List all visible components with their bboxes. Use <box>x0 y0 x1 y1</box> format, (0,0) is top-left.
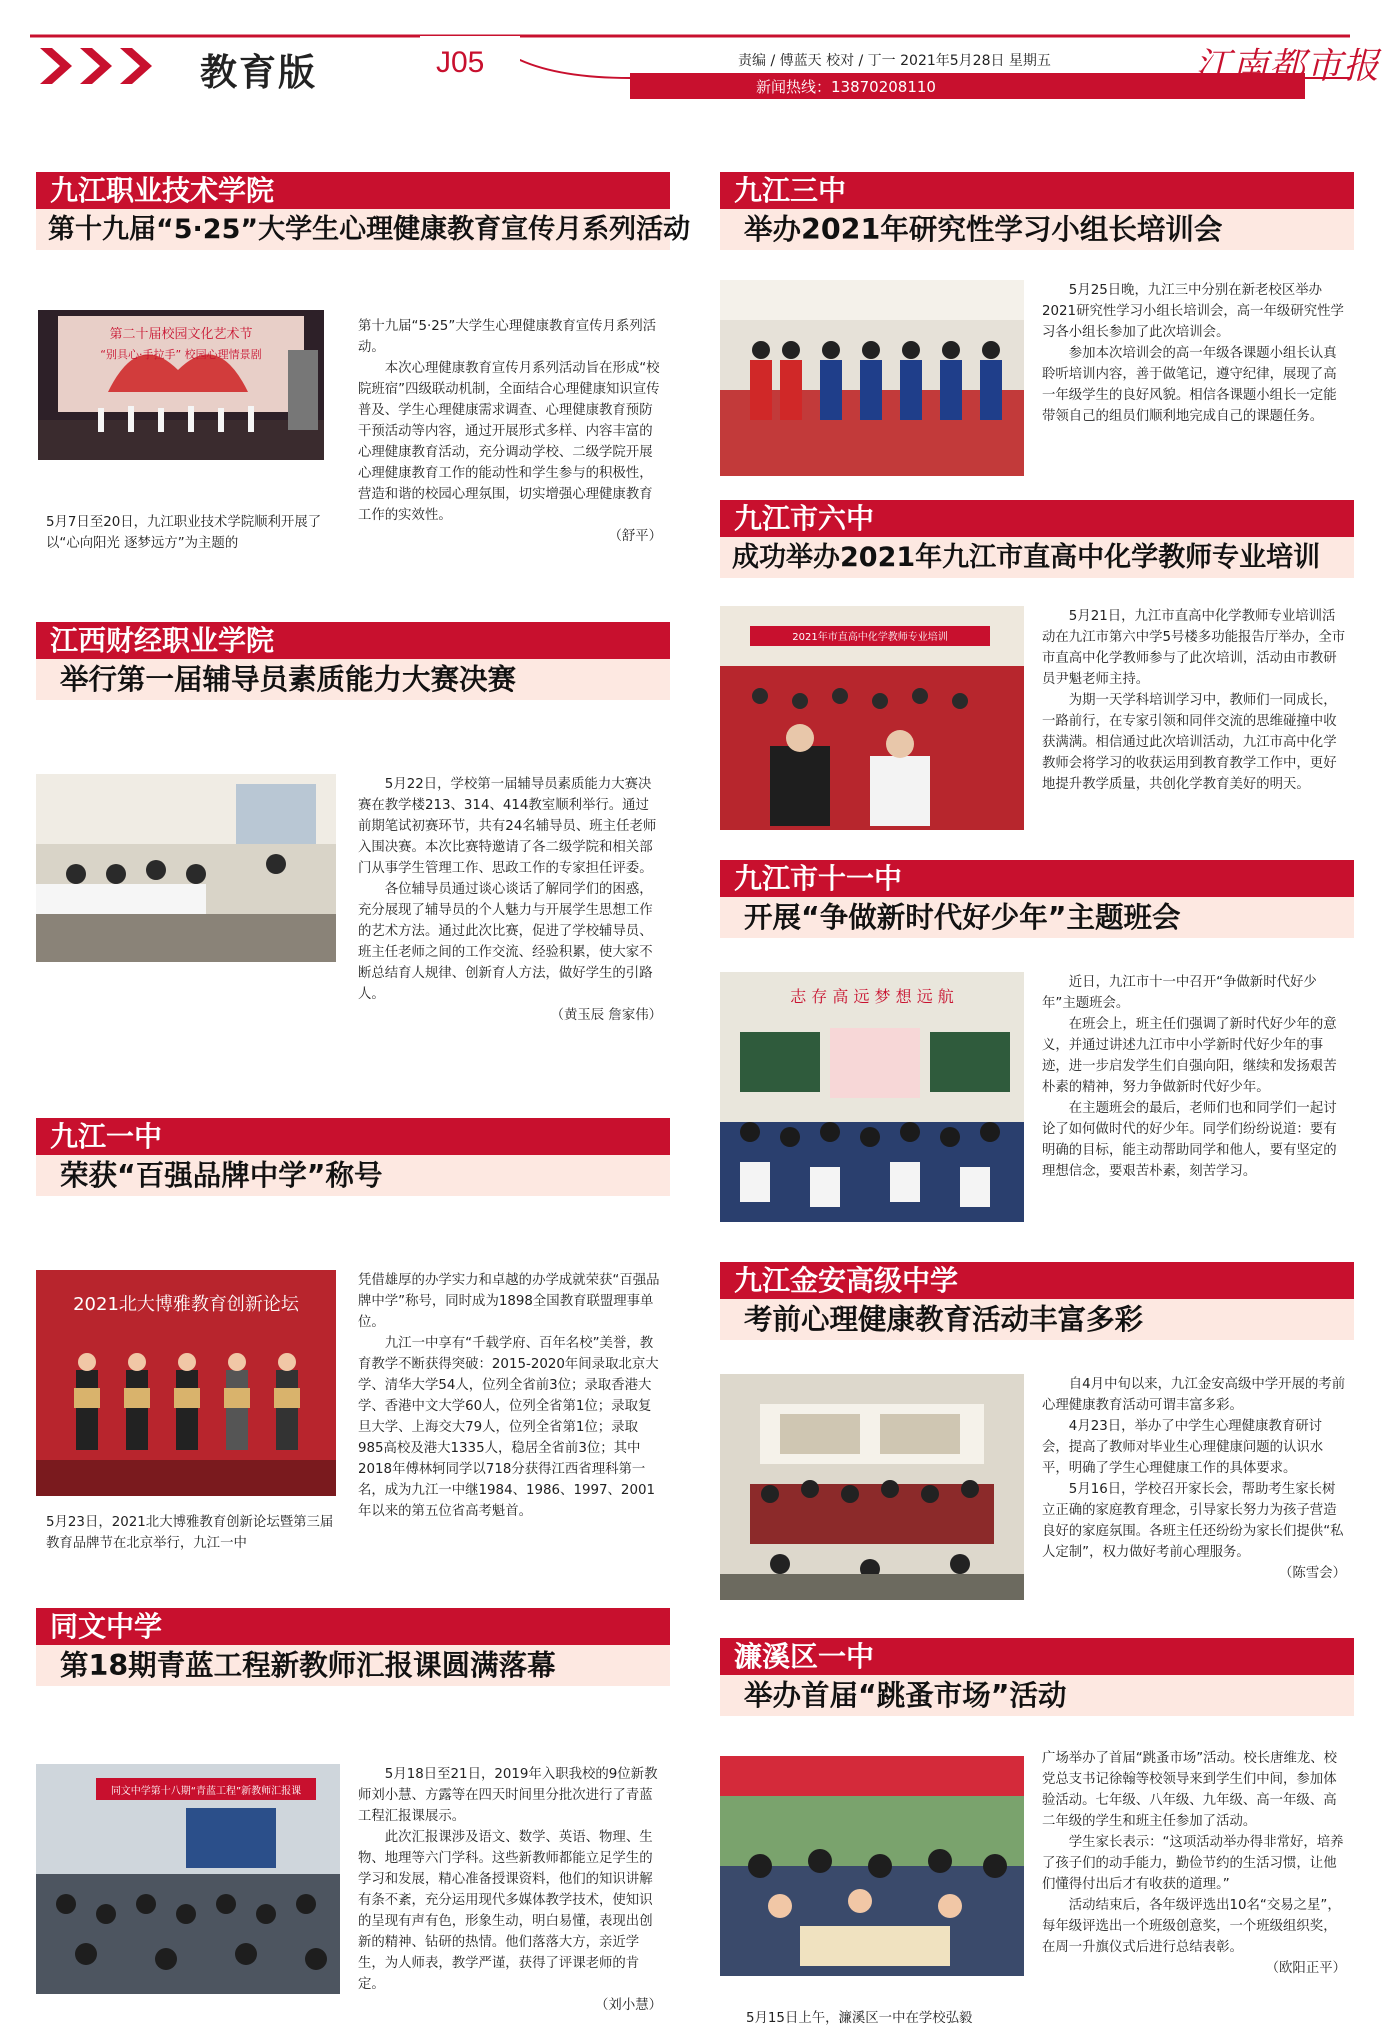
chevron-icon <box>116 46 160 86</box>
article-photo <box>720 606 1024 830</box>
photo-banner-text: 同文中学第十八期“青蓝工程”新教师汇报课 <box>110 1786 302 1797</box>
article-institution: 九江一中 <box>50 1120 163 1153</box>
article-institution: 九江职业技术学院 <box>50 174 275 207</box>
article-photo <box>36 1764 340 1994</box>
article-photo <box>720 972 1024 1222</box>
newspaper-logo: 江南都市报 <box>1195 46 1381 87</box>
article-paragraph: 近日，九江市十一中召开“争做新时代好少年”主题班会。 <box>1042 975 1317 1011</box>
article-headline: 举行第一届辅导员素质能力大赛决赛 <box>60 663 517 696</box>
article-paragraph: 九江一中享有“千载学府、百年名校”美誉，教育教学不断获得突破：2015-2020年间录取北京大学、清华大学54人，位列全省前3位；录取香港大学、香港中文大学60人，位列全省第1位；录取复旦大学、上海交大79人，位列全省第1位；录取985高校及港大1335人，稳居全省前3位；其中2018年傅林轲同学以718分获得江西省理科第一名，成为九江一中继1984、1986、1997、2001年以来的第五位省高考魁首。 <box>358 1336 659 1519</box>
article-body <box>358 1764 662 2016</box>
article-institution: 濂溪区一中 <box>734 1640 875 1673</box>
article-jjlz <box>720 500 1354 830</box>
article-photo <box>36 774 336 962</box>
article-photo <box>720 1374 1024 1600</box>
article-paragraph: 本次心理健康教育宣传月系列活动旨在形成“校院班宿”四级联动机制，全面结合心理健康知识宣传普及、学生心理健康需求调查、心理健康教育预防干预活动等内容，通过开展形式多样、内容丰富的心理健康教育活动，充分调动学校、二级学院开展心理健康教育工作的能动性和学生参与的积极性，营造和谐的校园心理氛围，切实增强心理健康教育工作的实效性。 <box>358 361 660 523</box>
article-headline: 荣获“百强品牌中学”称号 <box>60 1159 383 1192</box>
article-headline: 举办首届“跳蚤市场”活动 <box>744 1679 1067 1712</box>
photo-banner-text: 2021年市直高中化学教师专业培训 <box>792 632 948 643</box>
article-photo <box>36 1270 336 1496</box>
photo-banner-subtext: “别具心·手拉手” 校园心理情景剧 <box>100 348 262 361</box>
article-headline: 第十九届“5·25”大学生心理健康教育宣传月系列活动 <box>48 214 691 245</box>
article-paragraph: 各位辅导员通过谈心谈话了解同学们的困惑，充分展现了辅导员的个人魅力与开展学生思想工作的艺术方法。通过此次比赛，促进了学校辅导员、班主任老师之间的工作交流、经验积累，使大家不断总结育人规律、创新育人方法，做好学生的引路人。 <box>358 882 653 1002</box>
article-paragraph: 5月21日，九江市直高中化学教师专业培训活动在九江市第六中学5号楼多功能报告厅举办，全市市直高中化学教师参与了此次培训，活动由市教研员尹魁老师主持。 <box>1042 609 1346 687</box>
article-body <box>358 1270 662 1522</box>
article-paragraph: 为期一天学科培训学习中，教师们一同成长，一路前行，在专家引领和同伴交流的思维碰撞中收获满满。相信通过此次培训活动，九江市高中化学教师会将学习的收获运用到教育教学工作中，更好地提升教学质量，共创化学教育美好的明天。 <box>1042 693 1337 792</box>
chevron-icon <box>36 46 80 86</box>
article-paragraph: 5月22日，学校第一届辅导员素质能力大赛决赛在教学楼213、314、414教室顺利举行。通过前期笔试初赛环节，共有24名辅导员、班主任老师入围决赛。本次比赛特邀请了各二级学院和相关部门从事学生管理工作、思政工作的专家担任评委。 <box>358 777 657 876</box>
article-paragraph: 第十九届“5·25”大学生心理健康教育宣传月系列活动。 <box>358 319 657 355</box>
article-author: （陈雪会） <box>1279 1566 1346 1581</box>
article-lxyz <box>720 1638 1354 2028</box>
article-headline: 考前心理健康教育活动丰富多彩 <box>744 1303 1144 1336</box>
article-headline: 开展“争做新时代好少年”主题班会 <box>744 901 1181 934</box>
editor-credits: 责编 / 傅蓝天 校对 / 丁一 2021年5月28日 星期五 <box>738 53 1051 69</box>
article-paragraph: 凭借雄厚的办学实力和卓越的办学成就荣获“百强品牌中学”称号，同时成为1898全国教育联盟理事单位。 <box>358 1273 660 1330</box>
article-photo <box>38 310 324 460</box>
photo-banner-text: 2021北大博雅教育创新论坛 <box>73 1294 299 1315</box>
article-jjyz <box>36 1118 670 1551</box>
article-body <box>1042 972 1346 1182</box>
article-paragraph: 参加本次培训会的高一年级各课题小组长认真聆听培训内容，善于做笔记，遵守纪律，展现了高一年级学生的良好风貌。相信各课题小组长一定能带领自己的组员们顺利地完成自己的课题任务。 <box>1042 346 1337 424</box>
article-photo <box>720 280 1024 476</box>
article-headline: 成功举办2021年九江市直高中化学教师专业培训 <box>732 542 1321 573</box>
article-paragraph: 5月25日晚，九江三中分别在新老校区举办2021研究性学习小组长培训会，高一年级研究性学习各小组长参加了此次培训会。 <box>1042 283 1344 340</box>
article-institution: 同文中学 <box>50 1610 163 1643</box>
article-paragraph: 此次汇报课涉及语文、数学、英语、物理、生物、地理等六门学科。这些新教师都能立足学生的学习和发展，精心准备授课资料，他们的知识讲解有条不紊，充分运用现代多媒体教学技术，使知识的呈现有声有色，形象生动，明白易懂，表现出创新的精神、钻研的热情。他们落落大方，亲近学生，为人师表，教学严谨，获得了评课老师的肯定。 <box>358 1830 653 1992</box>
article-institution: 九江三中 <box>734 174 847 207</box>
edition-title: 教育版 <box>200 51 317 94</box>
article-body <box>358 774 662 1026</box>
article-author: （黄玉辰 詹家伟） <box>550 1008 662 1023</box>
photo-caption: 5月23日，2021北大博雅教育创新论坛暨第三届教育品牌节在北京举行，九江一中 <box>46 1515 334 1551</box>
article-jxcj <box>36 622 670 1052</box>
article-author: （欧阳正平） <box>1265 1961 1346 1976</box>
article-institution: 江西财经职业学院 <box>50 624 275 657</box>
article-jjvtc <box>36 172 691 562</box>
article-author: （刘小慧） <box>595 1998 662 2013</box>
article-paragraph: 自4月中旬以来，九江金安高级中学开展的考前心理健康教育活动可谓丰富多彩。 <box>1042 1377 1346 1413</box>
article-body <box>1042 606 1346 795</box>
article-body <box>1042 1374 1346 1584</box>
photo-caption: 5月7日至20日，九江职业技术学院顺利开展了以“心向阳光 逐梦远方”为主题的 <box>46 515 322 551</box>
article-jjja <box>720 1262 1354 1612</box>
article-headline: 举办2021年研究性学习小组长培训会 <box>744 213 1223 246</box>
article-institution: 九江市六中 <box>734 502 875 535</box>
article-twzx <box>36 1608 670 2028</box>
article-author: （舒平） <box>608 529 662 544</box>
article-body <box>358 316 662 547</box>
article-paragraph: 活动结束后，各年级评选出10名“交易之星”，每年级评选出一个班级创意奖，一个班级组织奖，在周一升旗仪式后进行总结表彰。 <box>1042 1898 1341 1955</box>
photo-caption: 5月15日上午，濂溪区一中在学校弘毅 <box>746 2011 973 2026</box>
news-hotline: 新闻热线：13870208110 <box>756 78 936 96</box>
article-paragraph: 在班会上，班主任们强调了新时代好少年的意义，并通过讲述九江市中小学新时代好少年的事迹，进一步启发学生们自强向阳，继续和发扬艰苦朴素的精神，努力争做新时代好少年。 <box>1042 1017 1337 1095</box>
article-body <box>1042 280 1346 427</box>
article-body <box>1042 1748 1346 1979</box>
page-number: J05 <box>436 46 485 79</box>
article-institution: 九江市十一中 <box>734 862 903 895</box>
article-paragraph: 5月16日，学校召开家长会，帮助考生家长树立正确的家庭教育理念，引导家长努力为孩子营造良好的家庭氛围。各班主任还纷纷为家长们提供“私人定制”，权力做好考前心理服务。 <box>1042 1482 1344 1560</box>
article-jjsz <box>720 172 1354 472</box>
article-paragraph: 学生家长表示：“这项活动举办得非常好，培养了孩子们的动手能力，勤俭节约的生活习惯，让他们懂得付出后才有收获的道理。” <box>1042 1835 1344 1892</box>
article-paragraph: 5月18日至21日，2019年入职我校的9位新教师刘小慧、方露等在四天时间里分批次进行了青蓝工程汇报课展示。 <box>358 1767 658 1824</box>
article-photo <box>720 1756 1024 1976</box>
article-headline: 第18期青蓝工程新教师汇报课圆满落幕 <box>60 1649 556 1682</box>
photo-banner-text: 第二十届校园文化艺术节 <box>109 327 253 342</box>
article-paragraph: 在主题班会的最后，老师们也和同学们一起讨论了如何做时代的好少年。同学们纷纷说道：要有明确的目标，能主动帮助同学和他人，要有坚定的理想信念，要艰苦朴素，刻苦学习。 <box>1042 1101 1337 1179</box>
article-paragraph: 4月23日，举办了中学生心理健康教育研讨会，提高了教师对毕业生心理健康问题的认识水平，明确了学生心理健康工作的具体要求。 <box>1042 1419 1324 1476</box>
article-institution: 九江金安高级中学 <box>734 1264 959 1297</box>
article-paragraph: 广场举办了首届“跳蚤市场”活动。校长唐维龙、校党总支书记徐翰等校领导来到学生们中间，参加体验活动。七年级、八年级、九年级、高一年级、高二年级的学生和班主任参加了活动。 <box>1042 1751 1338 1829</box>
chevron-icon <box>76 46 120 86</box>
photo-banner-text: 志 存 高 远 梦 想 远 航 <box>790 987 954 1006</box>
article-jjsy <box>720 860 1354 1230</box>
